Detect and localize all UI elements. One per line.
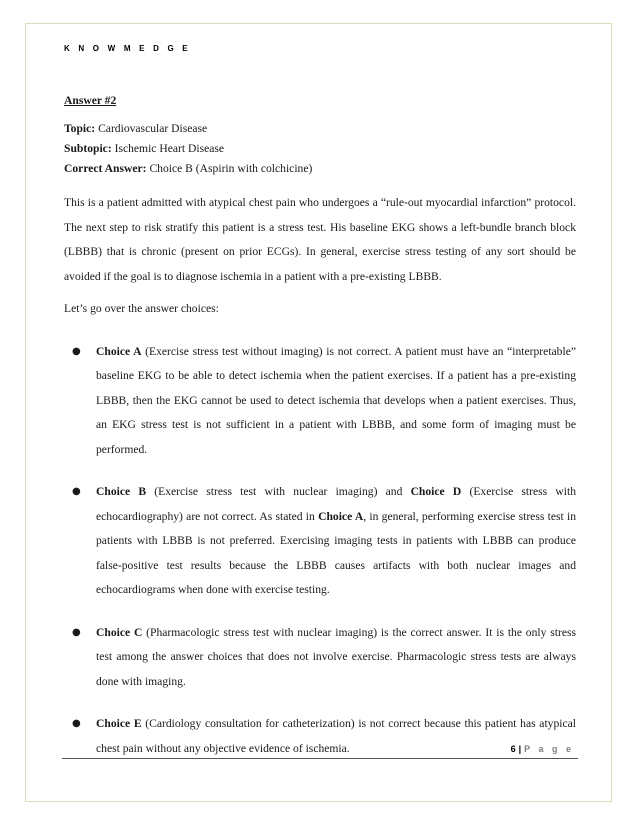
list-item bbox=[64, 712, 576, 761]
footer-separator: | bbox=[518, 744, 522, 754]
bullet-icon: ● bbox=[72, 626, 81, 638]
topic-value: Cardiovascular Disease bbox=[98, 122, 208, 135]
choice-text: (Pharmacologic stress test with nuclear imaging) is the correct answer. It is the only stress test among the answer choices that does not involve exercise. Pharmacologic stress tests are always done with imaging. bbox=[96, 625, 576, 688]
choice-label: Choice E bbox=[96, 717, 142, 730]
choice-text: , in general, performing exercise stress test in patients with LBBB is not preferred. Exercising imaging tests in patients with LBBB can produce false-positive test results because the LBBB causes artifacts with both nuclear images and echocardiograms when done with exercise testing. bbox=[96, 509, 576, 596]
choice-label: Choice A bbox=[318, 509, 364, 523]
choice-text: (Exercise stress test with nuclear imaging) and bbox=[146, 485, 411, 498]
correct-answer-label: Correct Answer: bbox=[64, 162, 147, 175]
choice-text: (Exercise stress test without imaging) is not correct. A patient must have an “interpretable” baseline EKG to be able to detect ischemia when the patient exercises. If a patient has a pre-existing LBBB, then the EKG cannot be used to detect ischemia that develops when a patient exercises. Thus, an EKG stress test is not sufficient in a patient with LBBB, and some form of imaging must be performed. bbox=[96, 344, 576, 456]
page-number: 6 bbox=[510, 744, 516, 754]
list-item bbox=[64, 480, 576, 603]
subtopic-value: Ischemic Heart Disease bbox=[114, 142, 225, 155]
bullet-icon: ● bbox=[72, 345, 81, 357]
page-footer bbox=[511, 744, 574, 754]
intro-paragraph: This is a patient admitted with atypical chest pain who undergoes a “rule-out myocardial infarction” protocol. The next step to risk stratify this patient is a stress test. His baseline EKG shows a left-bundle branch block (LBBB) that is chronic (present on prior ECGs). In general, exercise stress testing of any sort should be avoided if the goal is to diagnose ischemia in a patient with a pre-existing LBBB. bbox=[64, 196, 576, 283]
topic-label: Topic: bbox=[64, 122, 96, 135]
choice-text: (Exercise stress with echocardiography) are not correct. As stated in bbox=[96, 485, 576, 523]
choice-label: Choice D bbox=[410, 485, 462, 498]
choice-label: Choice C bbox=[96, 625, 143, 639]
document-body bbox=[64, 93, 576, 779]
answer-title: Answer #2 bbox=[64, 94, 117, 107]
choices-list bbox=[64, 340, 576, 762]
choice-text: (Cardiology consultation for catheterization) is not correct because this patient has atypical chest pain without any objective evidence of ischemia. bbox=[96, 717, 576, 755]
topic-line bbox=[64, 119, 576, 139]
bullet-icon: ● bbox=[72, 486, 81, 497]
subtopic-line bbox=[64, 139, 576, 159]
list-item bbox=[64, 340, 576, 463]
page-word: P a g e bbox=[524, 744, 574, 754]
header-brand: K N O W M E D G E bbox=[64, 44, 191, 53]
choice-label: Choice A bbox=[96, 344, 142, 358]
bullet-icon: ● bbox=[72, 718, 81, 729]
correct-answer-value: Choice B (Aspirin with colchicine) bbox=[149, 162, 313, 175]
correct-answer-line bbox=[64, 159, 576, 179]
footer-divider bbox=[62, 758, 578, 759]
choice-label: Choice B bbox=[96, 485, 147, 498]
lead-paragraph: Let’s go over the answer choices: bbox=[64, 302, 219, 315]
subtopic-label: Subtopic: bbox=[64, 142, 112, 155]
list-item bbox=[64, 621, 576, 695]
